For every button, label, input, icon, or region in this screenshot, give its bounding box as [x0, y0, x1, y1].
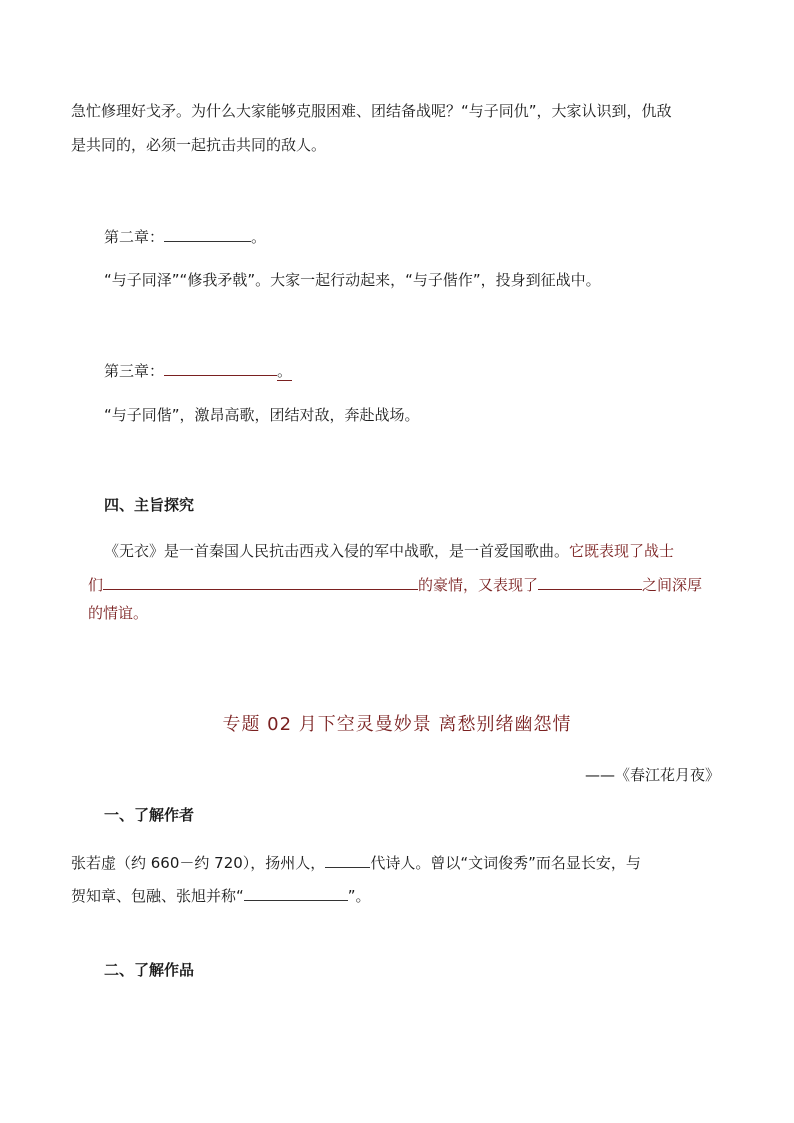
theme-text-red: 它既表现了战士: [569, 542, 675, 560]
author-line-2: [71, 884, 723, 906]
theme-text: 们: [88, 576, 104, 594]
paragraph-line: 是共同的，必须一起抗击共同的敌人。: [71, 136, 327, 154]
theme-line-2: [88, 573, 740, 595]
theme-text: 《无衣》是一首秦国人民抗击西戎入侵的军中战歌，是一首爱国歌曲。: [104, 542, 570, 560]
answer-blank[interactable]: [164, 225, 251, 242]
chapter-three-end: 。: [277, 362, 293, 380]
chapter-three-text: “与子同偕”，激昂高歌，团结对敌，奔赴战场。: [104, 406, 420, 424]
theme-line-1: [104, 541, 756, 561]
answer-blank[interactable]: [164, 359, 277, 376]
author-text: 代诗人。曾以“文词俊秀”而名显长安，与: [370, 854, 641, 872]
topic-source: ——《春江花月夜》: [584, 766, 720, 784]
section-heading: 四、主旨探究: [104, 496, 195, 514]
chapter-three-line: [104, 359, 756, 381]
chapter-two-text: “与子同泽”“修我矛戟”。大家一起行动起来，“与子偕作”，投身到征战中。: [104, 271, 601, 289]
answer-blank[interactable]: [103, 573, 418, 590]
chapter-three-label: 第三章：: [104, 362, 165, 380]
section-heading: 二、了解作品: [104, 961, 195, 979]
topic-title: 专题 02 月下空灵曼妙景 离愁别绪幽怨情: [222, 714, 572, 735]
answer-blank[interactable]: [325, 851, 370, 868]
chapter-two-label: 第二章：: [104, 228, 165, 246]
author-line-1: [71, 851, 723, 873]
section-heading: 一、了解作者: [104, 806, 195, 824]
chapter-two-end: 。: [251, 228, 267, 246]
answer-blank[interactable]: [538, 573, 642, 590]
paragraph-line: 急忙修理好戈矛。为什么大家能够克服困难、团结备战呢？“与子同仇”，大家认识到，仇敌: [71, 102, 672, 120]
author-text: ”。: [347, 887, 371, 905]
answer-blank[interactable]: [244, 884, 348, 901]
author-text: 贺知章、包融、张旭并称“: [71, 887, 244, 905]
author-text: 张若虚（约 660－约 720），扬州人，: [71, 854, 326, 872]
chapter-two-line: [104, 225, 756, 247]
theme-line-3: 的情谊。: [88, 604, 149, 622]
theme-text: 的豪情，又表现了: [418, 576, 539, 594]
theme-text: 之间深厚: [642, 576, 703, 594]
